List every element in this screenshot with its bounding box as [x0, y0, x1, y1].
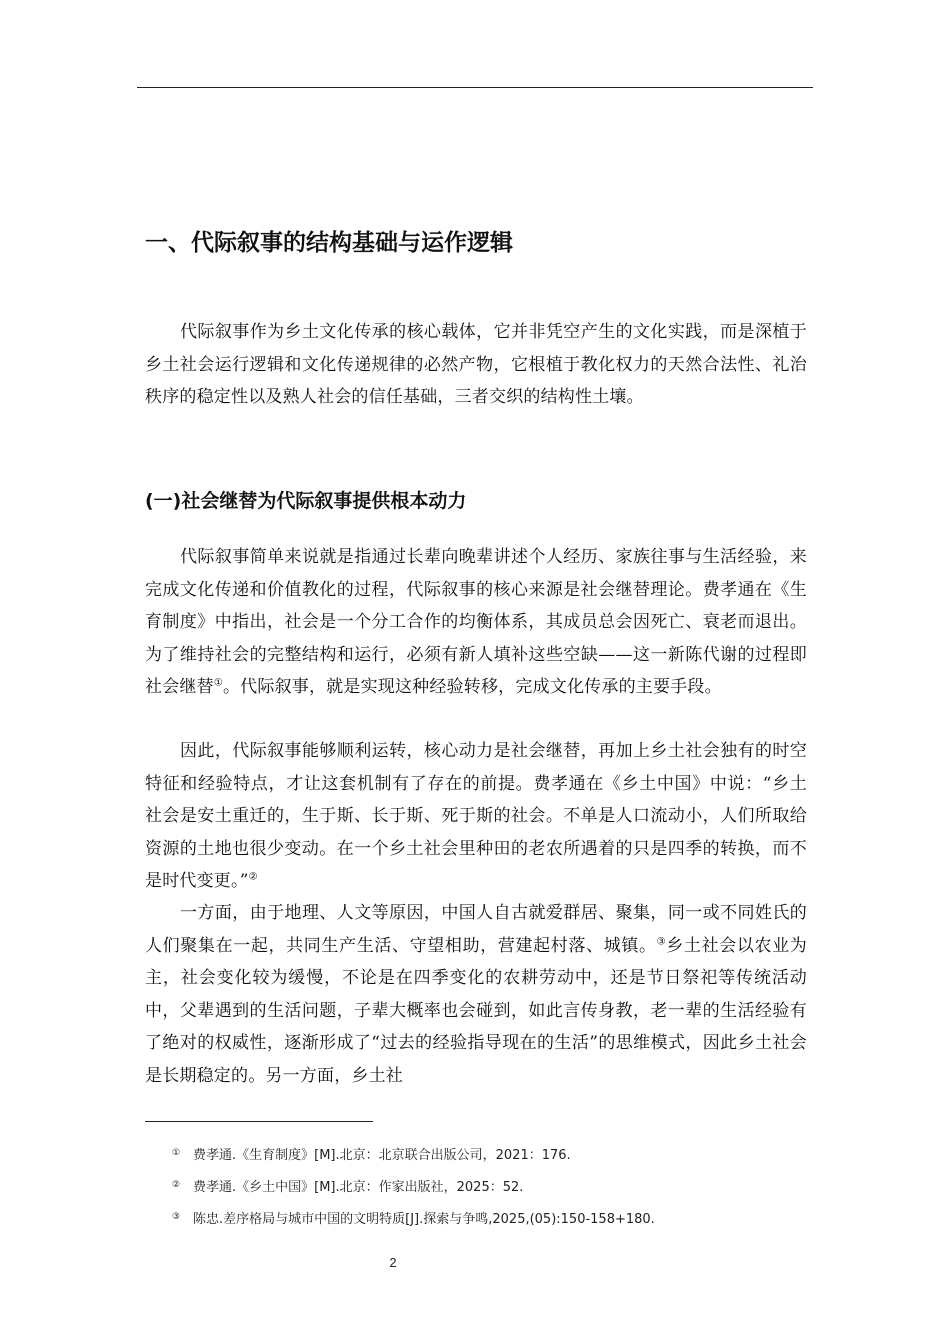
paragraph-text: 因此，代际叙事能够顺利运转，核心动力是社会继替，再加上乡土社会独有的时空特征和经验特点，才让这套机制有了存在的前提。费孝通在《乡土中国》中说：“乡土社会是安土重迁的，生于斯、长于斯、死于斯的社会。不单是人口流动小，人们所取给资源的土地也很少变动。在一个乡土社会里种田的老农所遇着的只是四季的转换，而不是时代变更。”	[145, 741, 807, 891]
footnote-text: 费孝通.《生育制度》[M].北京：北京联合出版公司，2021：176.	[193, 1148, 571, 1163]
footnote-mark: ①	[172, 1148, 181, 1158]
footnote-reference-1[interactable]: ①	[213, 677, 223, 689]
paragraph-text: 乡土社会以农业为主，社会变化较为缓慢，不论是在四季变化的农耕劳动中，还是节日祭祀等传统活动中，父辈遇到的生活问题，子辈大概率也会碰到，如此言传身教，老一辈的生活经验有了绝对的权威性，逐渐形成了“过去的经验指导现在的生活”的思维模式，因此乡土社会是长期稳定的。另一方面，乡土社	[145, 935, 807, 1086]
intro-paragraph: 代际叙事作为乡土文化传承的核心载体，它并非凭空产生的文化实践，而是深植于乡土社会运行逻辑和文化传递规律的必然产物，它根植于教化权力的天然合法性、礼治秩序的稳定性以及熟人社会的信任基础，三者交织的结构性土壤。	[145, 322, 807, 407]
paragraph-text: 代际叙事简单来说就是指通过长辈向晚辈讲述个人经历、家族往事与生活经验，来完成文化传递和价值教化的过程，代际叙事的核心来源是社会继替理论。费孝通在《生育制度》中指出，社会是一个分工合作的均衡体系，其成员总会因死亡、衰老而退出。为了维持社会的完整结构和运行，必须有新人填补这些空缺——这一新陈代谢的过程即社会继替	[145, 547, 807, 697]
footnote-mark: ③	[172, 1212, 181, 1222]
footnote-text: 陈忠.差序格局与城市中国的文明特质[J].探索与争鸣,2025,(05):150-158+180.	[193, 1212, 655, 1227]
footnote-1	[172, 1143, 571, 1166]
header-rule	[137, 87, 813, 88]
paragraph-text: 。代际叙事，就是实现这种经验转移，完成文化传承的主要手段。	[222, 677, 722, 697]
paragraph-text: 一方面，由于地理、人文等原因，中国人自古就爱群居、聚集，同一或不同姓氏的人们聚集在一起，共同生产生活、守望相助，营建起村落、城镇。	[145, 903, 807, 956]
section-heading: 一、代际叙事的结构基础与运作逻辑	[145, 230, 513, 256]
footnote-2	[172, 1175, 523, 1198]
footnote-reference-3[interactable]: ③	[656, 935, 667, 947]
subsection-heading: (一)社会继替为代际叙事提供根本动力	[145, 490, 467, 512]
footnote-3	[172, 1207, 655, 1230]
footnote-text: 费孝通.《乡土中国》[M].北京：作家出版社，2025：52.	[193, 1180, 524, 1195]
footnote-reference-2[interactable]: ②	[248, 871, 258, 883]
body-paragraph-1	[145, 541, 807, 704]
page-number: 2	[389, 1255, 397, 1270]
footnote-mark: ②	[172, 1180, 181, 1190]
footnote-separator	[145, 1121, 373, 1122]
body-paragraph-2	[145, 735, 807, 898]
body-paragraph-3	[145, 897, 807, 1092]
